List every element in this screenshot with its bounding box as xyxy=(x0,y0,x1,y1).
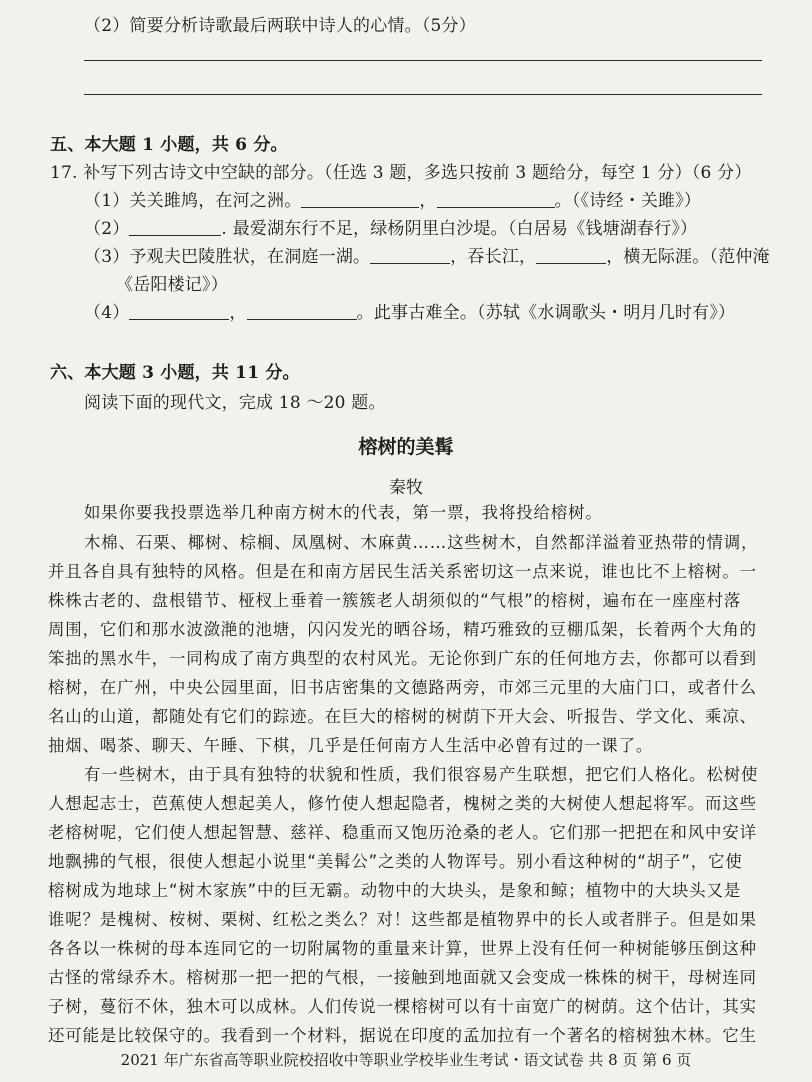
q17-1-text-a: （1）关关雎鸠，在河之洲。 xyxy=(84,191,302,211)
q17-2-text-a: （2） xyxy=(84,219,130,239)
blank-3b[interactable] xyxy=(536,247,606,264)
q17-2-text-b: . 最爱湖东行不足，绿杨阴里白沙堤。（白居易《钱塘湖春行》） xyxy=(221,219,698,239)
article-line: 榕树成为地球上“树木家族”中的巨无霸。动物中的大块头，是象和鲸；植物中的大块头又是 xyxy=(48,881,742,900)
q17-item3-source: 《岳阳楼记》） xyxy=(116,275,228,295)
blank-4b[interactable] xyxy=(247,303,357,320)
article-line: 周围，它们和那水波潋滟的池塘，闪闪发光的晒谷场，精巧雅致的豆棚瓜架，长着两个大角的 xyxy=(48,620,757,639)
article-line: 株株古老的、盘根错节、桠杈上垂着一簇簇老人胡须似的“气根”的榕树，遍布在一座座村落 xyxy=(48,591,742,610)
blank-1b[interactable] xyxy=(437,191,555,208)
article-line: 木棉、石栗、椰树、棕榈、凤凰树、木麻黄……这些树木，自然都洋溢着亚热带的情调， xyxy=(84,533,759,552)
q17-item3 xyxy=(84,246,770,268)
article-line: 如果你要我投票选举几种南方树木的代表，第一票，我将投给榕树。 xyxy=(84,503,603,522)
article-line: 还可能是比较保守的。我看到一个材料，据说在印度的孟加拉有一个著名的榕树独木林。它生 xyxy=(48,1026,757,1045)
article-line: 谁呢？是槐树、桉树、栗树、红松之类么？对！这些都是植物界中的长人或者胖子。但是如果 xyxy=(48,910,757,929)
blank-1a[interactable] xyxy=(301,191,419,208)
q17-4-text-a: （4） xyxy=(84,303,130,323)
q17-3-text-a: （3）予观夫巴陵胜状，在洞庭一湖。 xyxy=(84,247,371,267)
article-line: 老榕树呢，它们使人想起智慧、慈祥、稳重而又饱历沧桑的老人。它们那一把把在和风中安详 xyxy=(48,823,757,842)
article-line: 榕树，在广州，中央公园里面，旧书店密集的文德路两旁，市郊三元里的大庙门口，或者什么 xyxy=(48,678,757,697)
q17-item4 xyxy=(84,302,735,324)
q16-item2: （2）简要分析诗歌最后两联中诗人的心情。（5分） xyxy=(84,16,476,36)
article-line: 并且各自具有独特的风格。但是在和南方居民生活关系密切这一点来说，谁也比不上榕树。一 xyxy=(48,562,757,581)
article-title: 榕树的美髯 xyxy=(358,436,454,458)
article-line: 古怪的常绿乔木。榕树那一把一把的气根，一接触到地面就又会变成一株株的树干，母树连同 xyxy=(48,968,757,987)
article-line: 有一些树木，由于具有独特的状貌和性质，我们很容易产生联想，把它们人格化。松树使 xyxy=(84,765,759,784)
q17-1-text-c: 。（《诗经・关雎》） xyxy=(554,191,702,211)
q17-stem: 17. 补写下列古诗文中空缺的部分。（任选 3 题，多选只按前 3 题给分，每空 1 分）（6 分） xyxy=(50,163,752,183)
q17-item2 xyxy=(84,218,697,240)
article-line: 地飘拂的气根，很使人想起小说里“美髯公”之类的人物诨号。别小看这种树的“胡子”，它使 xyxy=(48,852,743,871)
answer-line-1 xyxy=(84,60,762,61)
article-line: 人想起志士，芭蕉使人想起美人，修竹使人想起隐者，槐树之类的大树使人想起将军。而这些 xyxy=(48,794,757,813)
section5-heading: 五、本大题 1 小题，共 6 分。 xyxy=(50,135,288,155)
answer-line-2 xyxy=(84,94,762,95)
article-line: 名山的山道，都随处有它们的踪迹。在巨大的榕树的树荫下开大会、听报告、学文化、乘凉、 xyxy=(48,707,757,726)
blank-3a[interactable] xyxy=(370,247,450,264)
article-line: 子树，蔓衍不休，独木可以成林。人们传说一棵榕树可以有十亩宽广的树荫。这个估计，其实 xyxy=(48,997,757,1016)
section6-instruction: 阅读下面的现代文，完成 18 ～20 题。 xyxy=(84,393,386,413)
q17-3-text-c: ，横无际涯。（范仲淹 xyxy=(606,247,770,267)
q17-4-text-c: 。此事古难全。（苏轼《水调歌头・明月几时有》） xyxy=(356,303,736,323)
article-line: 抽烟、喝茶、聊天、午睡、下棋，几乎是任何南方人生活中必曾有过的一课了。 xyxy=(48,736,654,755)
blank-2a[interactable] xyxy=(129,219,221,236)
q17-1-text-b: ， xyxy=(419,191,437,211)
article-line: 各各以一株树的母本连同它的一切附属物的重量来计算，世界上没有任何一种树能够压倒这种 xyxy=(48,939,757,958)
q17-item1 xyxy=(84,190,701,212)
q17-4-text-b: ， xyxy=(229,303,247,323)
article-author: 秦牧 xyxy=(389,478,423,498)
article-line: 笨拙的黑水牛，一同构成了南方典型的农村风光。无论你到广东的任何地方去，你都可以看到 xyxy=(48,649,757,668)
q17-3-text-b: ，吞长江， xyxy=(450,247,537,267)
section6-heading: 六、本大题 3 小题，共 11 分。 xyxy=(50,363,300,383)
blank-4a[interactable] xyxy=(129,303,229,320)
page-footer: 2021 年广东省高等职业院校招收中等职业学校毕业生考试・语文试卷 共 8 页 第 6 页 xyxy=(120,1051,692,1069)
